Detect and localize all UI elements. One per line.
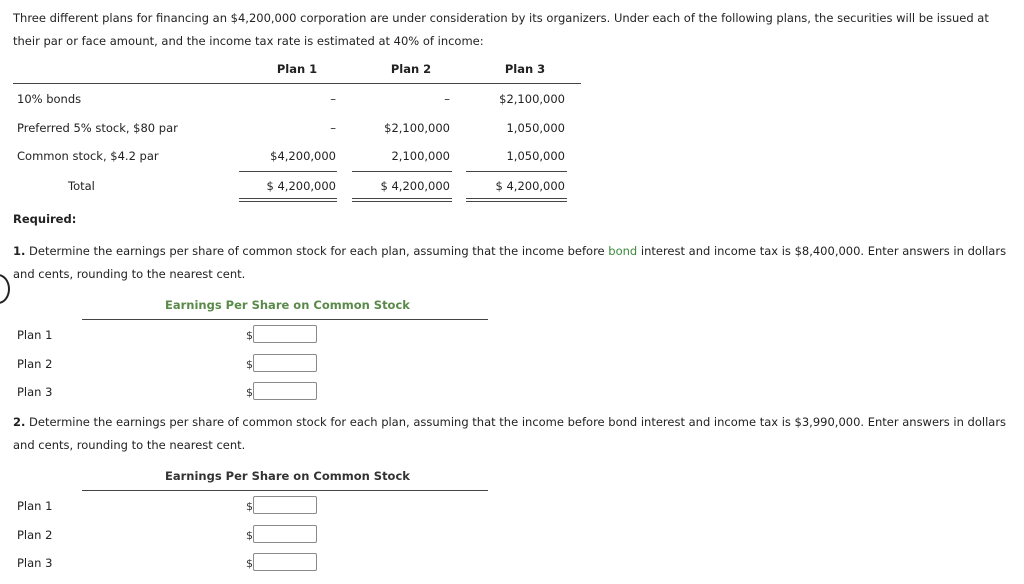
header-plan-2: Plan 2	[390, 62, 432, 76]
plan-label: Plan 2	[17, 357, 53, 371]
row-plan-2: –	[444, 92, 450, 106]
currency-symbol: $	[246, 358, 253, 371]
row-plan-2: 2,100,000	[391, 149, 450, 163]
row-plan-3: 1,050,000	[506, 121, 565, 135]
eps-input-q2-plan-1[interactable]	[253, 496, 317, 514]
question-1-text	[13, 240, 1013, 285]
currency-symbol: $	[246, 557, 253, 570]
row-plan-2: $2,100,000	[384, 121, 450, 135]
question-2-text	[13, 411, 1013, 456]
header-plan-1: Plan 1	[276, 62, 318, 76]
row-plan-1: –	[330, 121, 336, 135]
subtotal-rule-1	[239, 171, 337, 172]
eps-input-q1-plan-3[interactable]	[253, 382, 317, 400]
header-plan-3: Plan 3	[504, 62, 546, 76]
question-2-text-body: Determine the earnings per share of common stock for each plan, assuming that the income before bond interest and income tax is $3,990,000. Enter answers in dollars and cents, rounding to the nearest cent.	[13, 415, 1007, 452]
eps-title-1: Earnings Per Share on Common Stock	[165, 298, 410, 312]
currency-symbol: $	[246, 329, 253, 342]
question-2-number: 2.	[13, 415, 26, 429]
question-1-text-b: interest and income tax is $8,400,000. Enter answers in dollars and cents, rounding to the nearest cent.	[13, 244, 1007, 281]
eps-input-q1-plan-1[interactable]	[253, 325, 317, 343]
currency-symbol: $	[246, 529, 253, 542]
total-double-rule-2	[352, 198, 452, 202]
eps-input-q2-plan-2[interactable]	[253, 525, 317, 543]
total-double-rule-3	[466, 198, 567, 202]
question-1-number: 1.	[13, 244, 26, 258]
plan-label: Plan 1	[17, 328, 53, 342]
bond-link[interactable]: bond	[608, 244, 638, 258]
plan-label: Plan 2	[17, 528, 53, 542]
eps-input-q2-plan-3[interactable]	[253, 553, 317, 571]
row-plan-3: 1,050,000	[506, 149, 565, 163]
subtotal-rule-2	[352, 171, 452, 172]
eps-title-2: Earnings Per Share on Common Stock	[165, 469, 410, 483]
total-plan-1: $ 4,200,000	[266, 179, 336, 193]
question-1-text-a: Determine the earnings per share of common stock for each plan, assuming that the income before	[29, 244, 609, 258]
intro-text: Three different plans for financing an $4,200,000 corporation are under consideration by its organizers. Under each of the following plans, the securities will be issued at their par or face amount, and the income tax rate is estimated at 40% of income:	[13, 11, 989, 48]
row-label: Preferred 5% stock, $80 par	[17, 121, 178, 135]
row-plan-3: $2,100,000	[499, 92, 565, 106]
currency-symbol: $	[246, 386, 253, 399]
scroll-marker-icon	[0, 274, 10, 304]
header-rule	[13, 83, 581, 84]
row-label: Common stock, $4.2 par	[17, 149, 159, 163]
total-label: Total	[68, 179, 95, 193]
row-plan-1: $4,200,000	[270, 149, 336, 163]
plan-label: Plan 1	[17, 499, 53, 513]
plan-label: Plan 3	[17, 385, 53, 399]
total-double-rule-1	[239, 198, 337, 202]
currency-symbol: $	[246, 500, 253, 513]
eps-input-q1-plan-2[interactable]	[253, 354, 317, 372]
total-plan-3: $ 4,200,000	[495, 179, 565, 193]
row-plan-1: –	[330, 92, 336, 106]
row-label: 10% bonds	[17, 92, 82, 106]
required-heading: Required:	[13, 212, 77, 226]
eps-rule-2	[82, 490, 488, 491]
total-plan-2: $ 4,200,000	[380, 179, 450, 193]
plan-label: Plan 3	[17, 556, 53, 570]
eps-rule-1	[82, 319, 488, 320]
subtotal-rule-3	[466, 171, 567, 172]
